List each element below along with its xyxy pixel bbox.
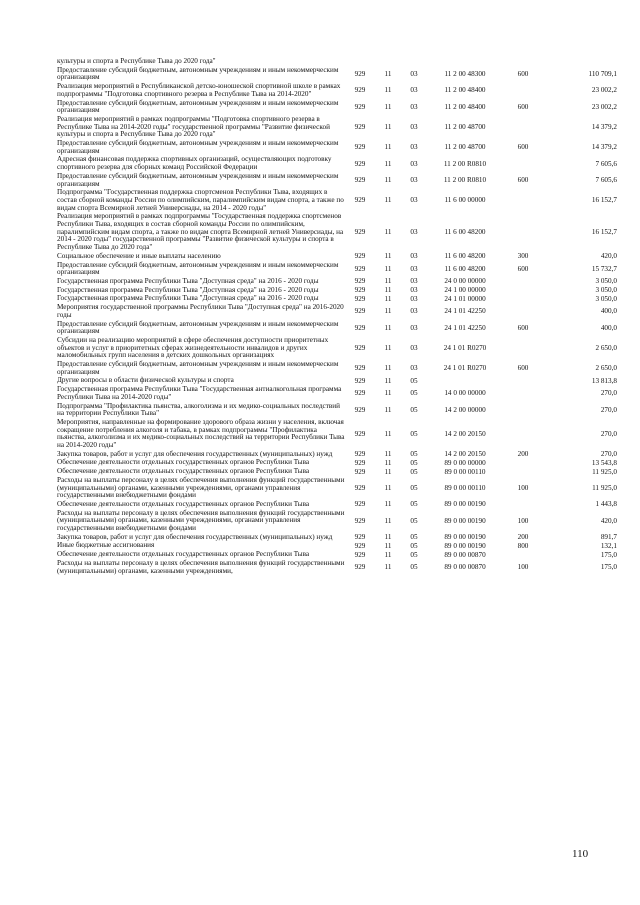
row-section-code: 11 (384, 458, 392, 467)
row-section-code: 11 (384, 533, 392, 542)
table-row (57, 67, 617, 83)
row-amount: 3 050,0 (595, 286, 617, 295)
row-subsection-code: 03 (410, 294, 418, 303)
row-ministry-code: 929 (354, 533, 366, 542)
row-ministry-code: 929 (354, 389, 366, 398)
row-target-article-code: 11 2 00 R0810 (443, 176, 487, 185)
row-name: Предоставление субсидий бюджетным, автономным учреждениям и иным некоммерческим организациям (57, 98, 339, 115)
row-section-code: 11 (384, 294, 392, 303)
row-section-code: 11 (384, 389, 392, 398)
row-expense-type-code: 600 (517, 102, 529, 111)
row-ministry-code: 929 (354, 376, 366, 385)
row-target-article-code: 11 6 00 48200 (444, 252, 486, 261)
row-name: Государственная программа Республики Тыва "Доступная среда" на 2016 - 2020 годы (57, 294, 319, 303)
row-section-code: 11 (384, 123, 392, 132)
row-expense-type-code (503, 377, 543, 386)
row-target-article-code: 11 6 00 00000 (444, 196, 486, 205)
row-section-code: 11 (384, 277, 392, 286)
row-subsection-code: 03 (410, 307, 418, 316)
row-name: Другие вопросы в области физической культуры и спорта (57, 376, 234, 385)
row-ministry-code: 929 (354, 516, 366, 525)
row-ministry-code: 929 (354, 264, 366, 273)
row-name: Предоставление субсидий бюджетным, автономным учреждениям и иным некоммерческим организациям (57, 260, 339, 277)
row-ministry-code: 929 (354, 344, 366, 353)
row-target-article-code: 11 6 00 48200 (444, 228, 486, 237)
row-target-article-code: 14 2 00 20150 (444, 429, 486, 438)
row-section-code: 11 (384, 307, 392, 316)
row-subsection-code: 05 (410, 484, 418, 493)
row-subsection-code (401, 58, 427, 67)
row-expense-type-code (503, 419, 543, 451)
table-row (57, 386, 617, 402)
table-row (57, 173, 617, 189)
page-number: 110 (572, 848, 589, 860)
row-ministry-code: 929 (354, 176, 366, 185)
row-expense-type-code (503, 58, 543, 67)
row-name: Предоставление субсидий бюджетным, автономным учреждениям и иным некоммерческим организациям (57, 65, 339, 82)
row-amount: 7 605,6 (595, 159, 617, 168)
row-name: Государственная программа Республики Тыва "Доступная среда" на 2016 - 2020 годы (57, 285, 319, 294)
table-row (57, 477, 617, 501)
table-row (57, 156, 617, 172)
row-subsection-code: 03 (410, 344, 418, 353)
row-amount: 110 709,1 (588, 70, 617, 79)
row-target-article-code (427, 377, 503, 386)
row-subsection-code: 05 (410, 429, 418, 438)
row-section-code: 11 (384, 159, 392, 168)
budget-table-body (57, 58, 617, 576)
row-expense-type-code (503, 156, 543, 172)
row-ministry-code: 929 (354, 429, 366, 438)
row-subsection-code: 03 (410, 102, 418, 111)
row-amount: 2 650,0 (595, 364, 617, 373)
row-name: Реализация мероприятий в рамках подпрограммы "Государственная поддержка спортсменов Республики Тыва, входящих в состав сборной команды России по олимпийским, паралимпийским видам спорта, а также по видам спорта Всемирной летней Универсиады, на 2014 - 2020 годы" государственной программы "Развитие физической культуры и спорта в Республике Тыва до 2020 года" (57, 212, 344, 252)
row-ministry-code: 929 (354, 563, 366, 572)
row-amount: 16 152,7 (591, 228, 617, 237)
row-expense-type-code: 100 (517, 484, 529, 493)
row-amount: 14 379,2 (591, 143, 617, 152)
row-expense-type-code: 800 (517, 541, 529, 550)
row-name: Предоставление субсидий бюджетным, автономным учреждениям и иным некоммерческим организациям (57, 139, 339, 155)
row-name: Расходы на выплаты персоналу в целях обеспечения выполнения функций государственными (муниципальными) органами, казенными учреждениями, органами управления государственными внебюджетными фондами (57, 475, 345, 500)
table-row (57, 419, 617, 451)
row-expense-type-code (503, 304, 543, 320)
row-subsection-code: 03 (410, 286, 418, 295)
row-subsection-code: 05 (410, 516, 418, 525)
row-subsection-code: 03 (410, 364, 418, 373)
table-row (57, 140, 617, 156)
row-amount: 13 543,8 (591, 458, 617, 467)
row-target-article-code: 89 0 00 00110 (444, 467, 486, 476)
row-expense-type-code (503, 213, 543, 253)
table-row (57, 304, 617, 320)
row-name: Предоставление субсидий бюджетным, автономным учреждениям и иным некоммерческим организациям (57, 360, 339, 376)
row-name: Обеспечение деятельности отдельных государственных органов Республики Тыва (57, 467, 310, 476)
row-section-code: 11 (384, 467, 392, 476)
row-subsection-code: 05 (410, 467, 418, 476)
row-target-article-code: 11 2 00 48700 (444, 143, 486, 152)
row-ministry-code: 929 (354, 541, 366, 550)
row-subsection-code: 03 (410, 70, 418, 79)
row-target-article-code: 24 1 01 42250 (444, 323, 486, 332)
row-target-article-code: 11 6 00 48200 (444, 264, 486, 273)
row-subsection-code: 03 (410, 123, 418, 132)
row-name: Предоставление субсидий бюджетным, автономным учреждениям и иным некоммерческим организациям (57, 171, 339, 188)
row-subsection-code: 05 (410, 500, 418, 509)
row-expense-type-code: 600 (517, 364, 529, 373)
row-amount: 23 002,2 (591, 86, 617, 95)
row-target-article-code: 89 0 00 00870 (444, 550, 486, 559)
row-ministry-code: 929 (354, 550, 366, 559)
row-name: Подпрограмма "Государственная поддержка спортсменов Республики Тыва, входящих в состав сборной команды России по олимпийским, паралимпийским видам спорта, а также по видам спорта Всемирной летней Универсиады, на 2014 - 2020 годы" (57, 188, 344, 212)
row-target-article-code: 89 0 00 00000 (444, 458, 486, 467)
row-expense-type-code (503, 278, 543, 287)
row-ministry-code: 929 (354, 294, 366, 303)
row-target-article-code: 24 0 00 00000 (444, 277, 486, 286)
row-name: Предоставление субсидий бюджетным, автономным учреждениям и иным некоммерческим организациям (57, 319, 339, 336)
row-target-article-code: 24 1 00 00000 (444, 286, 486, 295)
row-subsection-code: 05 (410, 376, 418, 385)
row-expense-type-code: 600 (517, 143, 529, 152)
row-ministry-code (345, 58, 375, 67)
row-section-code: 11 (384, 484, 392, 493)
row-section-code: 11 (384, 196, 392, 205)
row-section-code: 11 (384, 252, 392, 261)
row-name: Иные бюджетные ассигнования (57, 541, 155, 550)
row-amount: 891,7 (600, 533, 617, 542)
table-row (57, 189, 617, 213)
row-ministry-code: 929 (354, 286, 366, 295)
row-name: Государственная программа Республики Тыва "Доступная среда" на 2016 - 2020 годы (57, 276, 319, 285)
row-name: Реализация мероприятий в рамках подпрограммы "Подготовка спортивного резерва в Республике Тыва на 2014-2020 годы" государственной программы "Развитие физической культуры и спорта в Республике Тыва до 2020 года" (57, 114, 330, 139)
row-ministry-code: 929 (354, 323, 366, 332)
row-amount: 15 732,7 (591, 264, 617, 273)
table-row (57, 213, 617, 253)
row-target-article-code: 89 0 00 00190 (444, 541, 486, 550)
row-target-article-code: 24 1 01 00000 (444, 294, 486, 303)
row-name: Подпрограмма "Профилактика пьянства, алкоголизма и их медико-социальных последствий на территории Республики Тыва" (57, 401, 340, 418)
row-expense-type-code (503, 501, 543, 510)
table-row (57, 100, 617, 116)
row-amount: 1 443,8 (595, 500, 617, 509)
row-name: Закупка товаров, работ и услуг для обеспечения государственных (муниципальных) нужд (57, 532, 333, 541)
row-target-article-code: 14 2 00 20150 (444, 450, 486, 459)
row-ministry-code: 929 (354, 123, 366, 132)
row-expense-type-code (503, 386, 543, 402)
row-target-article-code: 24 1 01 R0270 (443, 364, 487, 373)
row-name: Обеспечение деятельности отдельных государственных органов Республики Тыва (57, 499, 310, 508)
row-target-article-code: 89 0 00 00110 (444, 484, 486, 493)
row-subsection-code: 03 (410, 323, 418, 332)
row-subsection-code: 05 (410, 550, 418, 559)
row-name: Реализация мероприятий в Республиканской детско-юношеской спортивной школе в рамках подпрограммы "Подготовка спортивного резерва в Республике Тыва на 2014-2020" (57, 82, 341, 98)
row-target-article-code: 14 2 00 00000 (444, 405, 486, 414)
row-section-code: 11 (384, 450, 392, 459)
row-section-code: 11 (384, 86, 392, 95)
row-amount: 400,0 (600, 307, 617, 316)
row-section-code: 11 (384, 500, 392, 509)
row-target-article-code: 11 2 00 R0810 (443, 159, 487, 168)
row-ministry-code: 929 (354, 102, 366, 111)
row-name: Обеспечение деятельности отдельных государственных органов Республики Тыва (57, 458, 310, 467)
row-section-code: 11 (384, 70, 392, 79)
row-amount: 270,0 (600, 450, 617, 459)
row-subsection-code: 03 (410, 143, 418, 152)
row-subsection-code: 05 (410, 389, 418, 398)
row-amount: 11 925,0 (592, 467, 617, 476)
row-ministry-code: 929 (354, 450, 366, 459)
row-ministry-code: 929 (354, 277, 366, 286)
row-ministry-code: 929 (354, 405, 366, 414)
row-ministry-code: 929 (354, 484, 366, 493)
row-name: Субсидии на реализацию мероприятий в сфере обеспечения доступности приоритетных объектов и услуг в приоритетных сферах жизнедеятельности инвалидов и других маломобильных групп населения в детских дошкольных организациях (57, 335, 329, 360)
row-amount: 3 050,0 (595, 277, 617, 286)
row-expense-type-code: 300 (517, 252, 529, 261)
row-amount: 14 379,2 (591, 123, 617, 132)
row-target-article-code: 11 2 00 48700 (444, 123, 486, 132)
row-amount: 132,1 (600, 541, 617, 550)
row-name: Государственная программа Республики Тыва "Государственная антиалкогольная программа Республики Тыва на 2014-2020 годы" (57, 385, 342, 401)
row-expense-type-code: 100 (517, 563, 529, 572)
row-ministry-code: 929 (354, 500, 366, 509)
row-subsection-code: 03 (410, 277, 418, 286)
row-subsection-code: 03 (410, 252, 418, 261)
row-amount: 2 650,0 (595, 344, 617, 353)
row-ministry-code: 929 (354, 143, 366, 152)
row-expense-type-code (503, 468, 543, 477)
row-subsection-code: 03 (410, 196, 418, 205)
row-amount: 13 813,8 (591, 376, 617, 385)
row-section-code: 11 (384, 228, 392, 237)
row-section-code: 11 (384, 516, 392, 525)
row-amount: 7 605,6 (595, 176, 617, 185)
row-section-code: 11 (384, 563, 392, 572)
row-name: Адресная финансовая поддержка спортивных организаций, осуществляющих подготовку спортивного резерва для сборных команд Российской Федерации (57, 155, 332, 172)
row-section-code: 11 (384, 364, 392, 373)
row-expense-type-code: 200 (517, 450, 529, 459)
row-target-article-code: 89 0 00 00190 (444, 516, 486, 525)
row-expense-type-code: 600 (517, 70, 529, 79)
row-ministry-code: 929 (354, 364, 366, 373)
row-subsection-code: 05 (410, 563, 418, 572)
row-section-code: 11 (384, 541, 392, 550)
row-expense-type-code (503, 295, 543, 304)
row-expense-type-code (503, 551, 543, 560)
row-section-code: 11 (384, 264, 392, 273)
row-section-code: 11 (384, 176, 392, 185)
row-subsection-code: 03 (410, 86, 418, 95)
table-row (57, 321, 617, 337)
row-section-code: 11 (384, 429, 392, 438)
row-ministry-code: 929 (354, 70, 366, 79)
row-expense-type-code (503, 337, 543, 361)
row-name: Социальное обеспечение и иные выплаты населению (57, 251, 221, 260)
row-subsection-code: 05 (410, 450, 418, 459)
row-expense-type-code: 100 (517, 516, 529, 525)
row-expense-type-code (503, 287, 543, 296)
row-amount: 420,0 (600, 252, 617, 261)
row-section-code: 11 (384, 143, 392, 152)
row-section-code: 11 (384, 405, 392, 414)
table-row (57, 83, 617, 99)
row-expense-type-code (503, 459, 543, 468)
row-name: культуры и спорта в Республике Тыва до 2020 года" (57, 57, 216, 65)
table-row (57, 262, 617, 278)
row-ministry-code: 929 (354, 86, 366, 95)
table-row (57, 361, 617, 377)
row-section-code: 11 (384, 344, 392, 353)
row-target-article-code: 89 0 00 00190 (444, 500, 486, 509)
row-name: Расходы на выплаты персоналу в целях обеспечения выполнения функций государственными (муниципальными) органами, казенными учреждениями, (57, 558, 345, 575)
row-expense-type-code: 200 (517, 533, 529, 542)
row-expense-type-code (503, 83, 543, 99)
row-expense-type-code: 600 (517, 264, 529, 273)
row-subsection-code: 05 (410, 458, 418, 467)
budget-document (57, 58, 617, 576)
row-section-code: 11 (384, 323, 392, 332)
row-subsection-code: 03 (410, 159, 418, 168)
row-name: Расходы на выплаты персоналу в целях обеспечения выполнения функций государственными (муниципальными) органами, казенными учреждениями, органами управления государственными внебюджетными фондами (57, 508, 345, 533)
row-amount: 270,0 (600, 429, 617, 438)
row-target-article-code: 11 2 00 48400 (444, 102, 486, 111)
row-target-article-code: 11 2 00 48400 (444, 86, 486, 95)
row-expense-type-code (503, 189, 543, 213)
row-amount: 420,0 (600, 516, 617, 525)
row-amount: 11 925,0 (592, 484, 617, 493)
table-row (57, 403, 617, 419)
row-ministry-code: 929 (354, 196, 366, 205)
row-target-article-code: 11 2 00 48300 (444, 70, 486, 79)
row-target-article-code: 89 0 00 00870 (444, 563, 486, 572)
budget-table (57, 58, 617, 576)
row-target-article-code: 24 1 01 R0270 (443, 344, 487, 353)
row-section-code (375, 58, 401, 67)
table-row (57, 116, 617, 140)
row-target-article-code: 24 1 01 42250 (444, 307, 486, 316)
row-section-code: 11 (384, 286, 392, 295)
row-subsection-code: 05 (410, 405, 418, 414)
row-amount: 400,0 (600, 323, 617, 332)
row-ministry-code: 929 (354, 252, 366, 261)
row-amount: 23 002,2 (591, 102, 617, 111)
row-name: Мероприятия, направленные на формирование здорового образа жизни у населения, включая сокращение потребления алкоголя и табака, в рамках подпрограммы "Профилактика пьянства, алкоголизма и их медико-социальных последствий на территории Республики Тыва на 2014-2020 годы" (57, 417, 345, 450)
row-section-code: 11 (384, 550, 392, 559)
row-name: Обеспечение деятельности отдельных государственных органов Республики Тыва (57, 550, 310, 559)
row-amount (543, 58, 617, 67)
table-row (57, 560, 617, 576)
row-subsection-code: 03 (410, 228, 418, 237)
row-expense-type-code: 600 (517, 176, 529, 185)
row-ministry-code: 929 (354, 467, 366, 476)
row-ministry-code: 929 (354, 159, 366, 168)
row-name: Закупка товаров, работ и услуг для обеспечения государственных (муниципальных) нужд (57, 449, 333, 458)
row-amount: 175,0 (600, 550, 617, 559)
row-amount: 16 152,7 (591, 196, 617, 205)
table-row (57, 337, 617, 361)
row-subsection-code: 05 (410, 541, 418, 550)
row-subsection-code: 03 (410, 176, 418, 185)
row-amount: 270,0 (600, 389, 617, 398)
row-expense-type-code: 600 (517, 323, 529, 332)
row-expense-type-code (503, 403, 543, 419)
table-row (57, 510, 617, 534)
row-amount: 175,0 (600, 563, 617, 572)
row-expense-type-code (503, 116, 543, 140)
row-amount: 270,0 (600, 405, 617, 414)
row-ministry-code: 929 (354, 458, 366, 467)
row-name: Мероприятия государственной программы Республики Тыва "Доступная среда" на 2016-2020 годы (57, 303, 344, 319)
row-section-code: 11 (384, 102, 392, 111)
row-target-article-code: 89 0 00 00190 (444, 533, 486, 542)
row-subsection-code: 05 (410, 533, 418, 542)
row-section-code: 11 (384, 376, 392, 385)
row-amount: 3 050,0 (595, 294, 617, 303)
row-ministry-code: 929 (354, 228, 366, 237)
row-subsection-code: 03 (410, 264, 418, 273)
row-ministry-code: 929 (354, 307, 366, 316)
row-target-article-code (427, 58, 503, 67)
row-target-article-code: 14 0 00 00000 (444, 389, 486, 398)
